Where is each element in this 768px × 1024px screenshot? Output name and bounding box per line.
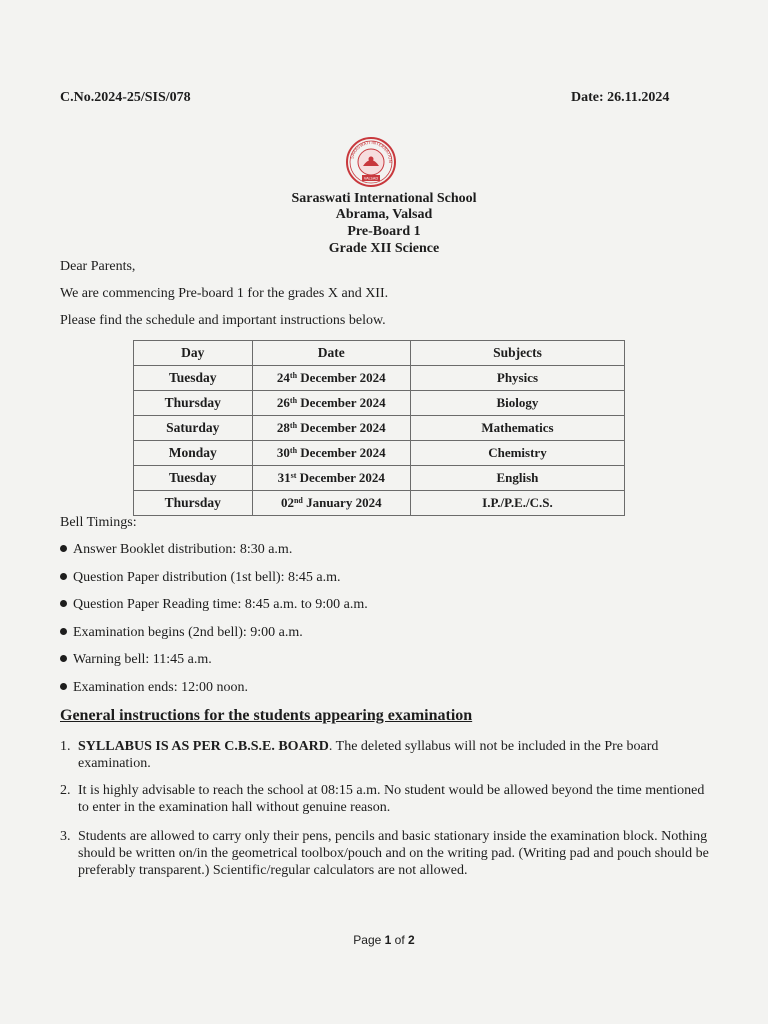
page-footer: Page 1 of 2 xyxy=(353,933,415,947)
instruction-item: 3. Students are allowed to carry only their pens, pencils and basic stationary inside the examination block. Nothing should be written on/in the geometrical toolbox/pouch and on the writing pad. (Writing pad and pouch should be preferably transparent.) Scientific/regular calculators are not allowed. xyxy=(60,829,709,878)
table-row xyxy=(134,441,625,466)
circular-number: C.No.2024-25/SIS/078 xyxy=(60,90,191,105)
bullet-icon xyxy=(60,655,67,662)
school-logo-icon xyxy=(345,136,397,188)
bullet-icon xyxy=(60,545,67,552)
table-row xyxy=(134,491,625,516)
school-location: Abrama, Valsad xyxy=(335,207,433,222)
schedule-table xyxy=(133,340,625,516)
circular-date: Date: 26.11.2024 xyxy=(571,90,670,105)
instruction-item: 2. It is highly advisable to reach the school at 08:15 a.m. No student would be allowed beyond the time mentioned to enter in the examination hall without genuine reason. xyxy=(60,783,705,815)
table-row xyxy=(134,366,625,391)
intro-line: We are commencing Pre-board 1 for the grades X and XII. xyxy=(60,286,389,301)
bullet-icon xyxy=(60,573,67,580)
table-row xyxy=(134,466,625,491)
instruction-item: 1. SYLLABUS IS AS PER C.B.S.E. BOARD. The deleted syllabus will not be included in the Pre board examination. xyxy=(60,739,659,771)
table-header-row xyxy=(134,341,625,366)
header-day: Day xyxy=(134,341,253,366)
row-day: Thursday xyxy=(134,491,253,516)
exam-title: Pre-Board 1 xyxy=(347,224,421,239)
row-day: Tuesday xyxy=(134,366,253,391)
general-instructions-heading: General instructions for the students appearing examination xyxy=(60,707,473,724)
logo-bottom-text: VALSAD xyxy=(363,176,379,181)
row-day: Thursday xyxy=(134,391,253,416)
bullet-icon xyxy=(60,628,67,635)
row-subject: English xyxy=(410,466,624,491)
bell-timings-heading: Bell Timings: xyxy=(60,515,137,530)
bullet-icon xyxy=(60,600,67,607)
row-day: Tuesday xyxy=(134,466,253,491)
list-item: Question Paper distribution (1st bell): 8:45 a.m. xyxy=(60,570,341,586)
school-name: Saraswati International School xyxy=(291,191,477,206)
row-date: 30th December 2024 xyxy=(252,441,410,466)
grade-title: Grade XII Science xyxy=(328,241,440,256)
row-subject: Biology xyxy=(410,391,624,416)
row-date: 26th December 2024 xyxy=(252,391,410,416)
row-subject: Chemistry xyxy=(410,441,624,466)
row-subject: I.P./P.E./C.S. xyxy=(410,491,624,516)
salutation: Dear Parents, xyxy=(60,259,136,274)
row-day: Saturday xyxy=(134,416,253,441)
row-date: 24th December 2024 xyxy=(252,366,410,391)
schedule-intro-line: Please find the schedule and important instructions below. xyxy=(60,313,386,328)
list-item: Question Paper Reading time: 8:45 a.m. to 9:00 a.m. xyxy=(60,597,368,613)
header-date: Date xyxy=(252,341,410,366)
header-subjects: Subjects xyxy=(410,341,624,366)
table-row xyxy=(134,391,625,416)
list-item: Warning bell: 11:45 a.m. xyxy=(60,652,212,668)
row-date: 28th December 2024 xyxy=(252,416,410,441)
row-subject: Mathematics xyxy=(410,416,624,441)
row-date: 31st December 2024 xyxy=(252,466,410,491)
list-item: Examination ends: 12:00 noon. xyxy=(60,680,248,696)
list-item: Examination begins (2nd bell): 9:00 a.m. xyxy=(60,625,303,641)
row-subject: Physics xyxy=(410,366,624,391)
logo-ring-text: SARASWATI INTERNATION xyxy=(349,140,394,163)
row-day: Monday xyxy=(134,441,253,466)
bullet-icon xyxy=(60,683,67,690)
table-row xyxy=(134,416,625,441)
list-item: Answer Booklet distribution: 8:30 a.m. xyxy=(60,542,292,558)
row-date: 02nd January 2024 xyxy=(252,491,410,516)
